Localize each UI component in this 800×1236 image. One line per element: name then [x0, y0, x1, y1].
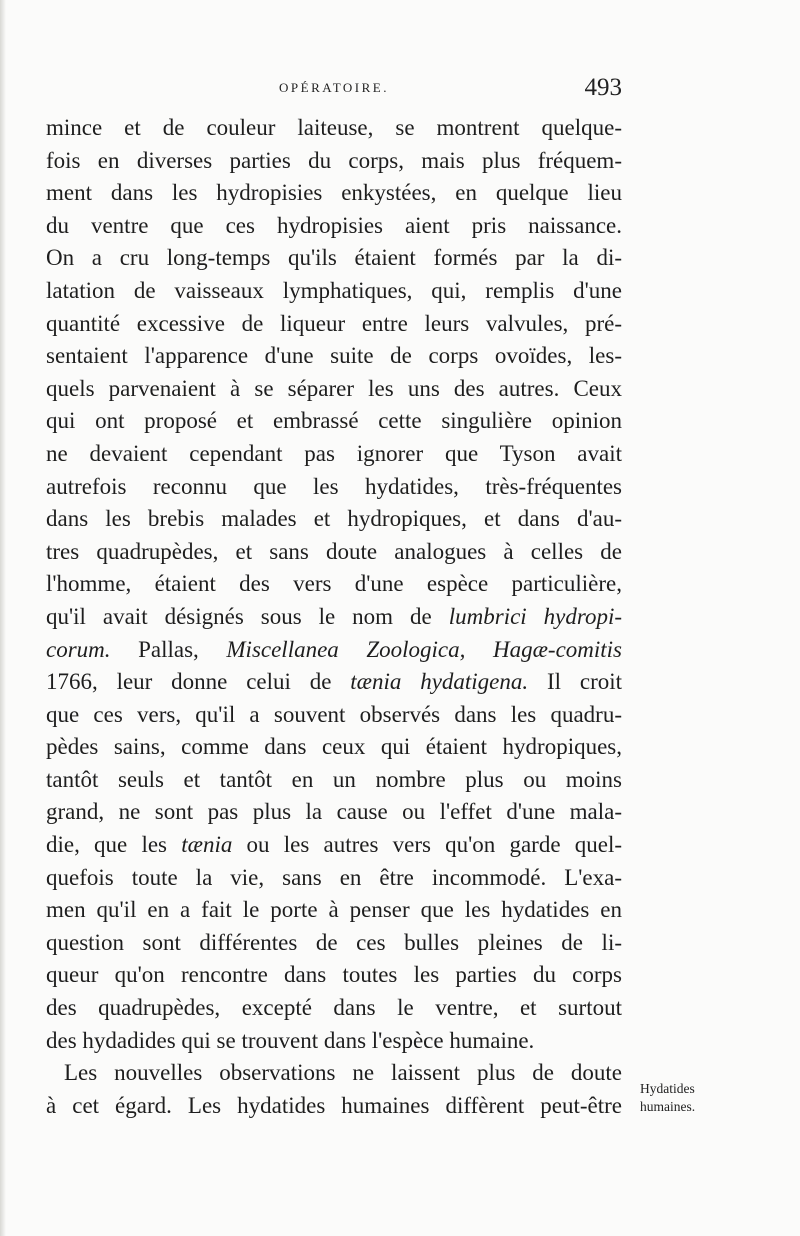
margin-note-line: Hydatides	[640, 1081, 695, 1096]
text-line: men qu'il en a fait le porte à penser que les hydatides en	[46, 897, 622, 923]
text-line: des quadrupèdes, excepté dans le ventre, et surtout	[46, 995, 622, 1021]
running-title: OPÉRATOIRE.	[279, 80, 389, 95]
text-line: Les nouvelles observations ne laissent plus de doute	[64, 1060, 622, 1086]
text-run: Pallas,	[138, 636, 199, 662]
text-line: quefois toute la vie, sans en être incommodé. L'exa-	[46, 864, 622, 890]
text-line: qui ont proposé et embrassé cette singulière opinion	[46, 408, 622, 434]
text-line-mixed	[46, 601, 622, 634]
text-line: sentaient l'apparence d'une suite de corps ovoïdes, les-	[46, 343, 622, 369]
text-run: die, que les	[46, 832, 168, 858]
text-run: Il croit	[546, 669, 623, 695]
text-line: tantôt seuls et tantôt en un nombre plus ou moins	[46, 766, 622, 792]
margin-note-line: humaines.	[640, 1099, 696, 1114]
text-line: à cet égard. Les hydatides humaines diffèrent peut-être	[46, 1092, 622, 1118]
text-line-mixed	[46, 634, 622, 667]
text-line: quantité excessive de liqueur entre leurs valvules, pré-	[46, 310, 622, 336]
text-line: queur qu'on rencontre dans toutes les parties du corps	[46, 962, 622, 988]
italic-run: corum.	[46, 636, 111, 662]
text-line: du ventre que ces hydropisies aient pris naissance.	[46, 212, 622, 238]
italic-run: tænia hydatigena.	[350, 669, 529, 695]
text-line-mixed	[46, 666, 622, 699]
text-line: l'homme, étaient des vers d'une espèce particulière,	[46, 571, 622, 597]
text-line: ment dans les hydropisies enkystées, en quelque lieu	[46, 180, 622, 206]
italic-run: Miscellanea Zoologica, Hagæ-comitis	[226, 636, 623, 662]
text-line: quels parvenaient à se séparer les uns des autres. Ceux	[46, 375, 622, 401]
text-line: mince et de couleur laiteuse, se montrent quelque-	[46, 115, 622, 140]
text-line: dans les brebis malades et hydropiques, et dans d'au-	[46, 506, 622, 532]
text-run: ou les autres vers qu'on garde quel-	[246, 832, 623, 858]
page-edge-shadow	[0, 0, 6, 1236]
text-line: ne devaient cependant pas ignorer que Tyson avait	[46, 440, 622, 466]
text-line-mixed	[46, 829, 622, 862]
text-line: latation de vaisseaux lymphatiques, qui, remplis d'une	[46, 277, 622, 303]
italic-run: tænia	[181, 832, 233, 858]
text-line: fois en diverses parties du corps, mais plus fréquem-	[46, 147, 622, 173]
text-line: On a cru long-temps qu'ils étaient formés par la di-	[46, 245, 622, 271]
page-number: 493	[584, 74, 622, 101]
text-line: que ces vers, qu'il a souvent observés dans les quadru-	[46, 701, 622, 727]
text-run: qu'il avait désignés sous le nom de	[46, 603, 432, 629]
text-line: des hydadides qui se trouvent dans l'espèce humaine.	[46, 1027, 535, 1053]
italic-run: lumbrici hydropi-	[448, 603, 623, 629]
running-head	[46, 74, 622, 106]
margin-note	[640, 1080, 750, 1116]
body-text	[46, 112, 622, 1122]
text-line: tres quadrupèdes, et sans doute analogues à celles de	[46, 538, 622, 564]
text-line: question sont différentes de ces bulles pleines de li-	[46, 929, 622, 955]
text-line: autrefois reconnu que les hydatides, très-fréquentes	[46, 473, 622, 499]
text-line: pèdes sains, comme dans ceux qui étaient hydropiques,	[46, 734, 622, 760]
text-run: 1766, leur donne celui de	[46, 669, 332, 695]
text-line: grand, ne sont pas plus la cause ou l'effet d'une mala-	[46, 799, 622, 825]
